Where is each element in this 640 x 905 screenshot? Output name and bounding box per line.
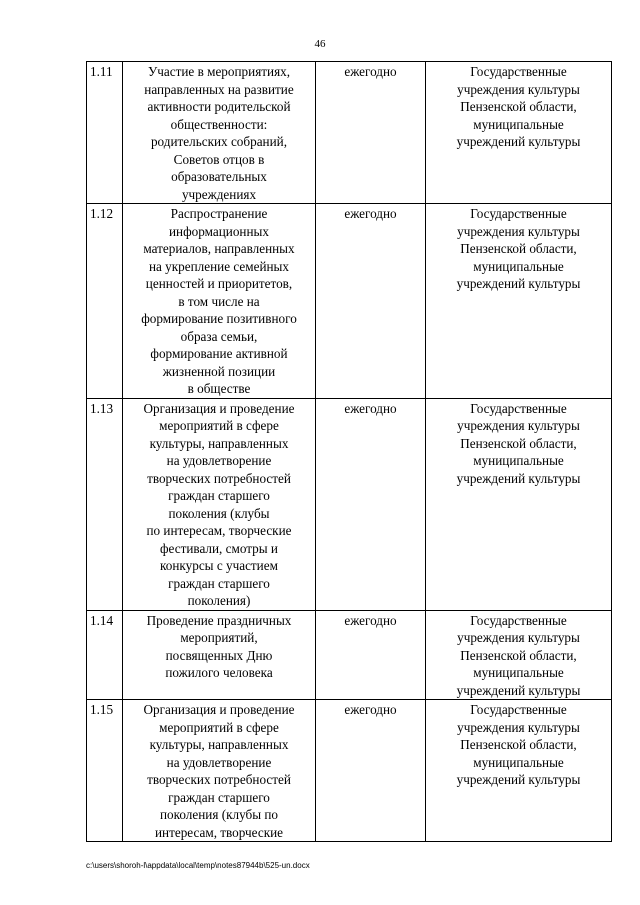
executor: Государственные учреждения культуры Пензенской области, муниципальные учреждений культуры — [456, 64, 581, 149]
event-name-cell — [123, 398, 316, 610]
event-name: Организация и проведение мероприятий в сфере культуры, направленных на удовлетворение творческих потребностей граждан старшего поколения (клубы по интересам, творческие фестивали, смотры и конкурсы с участием граждан старшего поколения) — [143, 400, 295, 608]
term-cell — [316, 610, 426, 700]
executor: Государственные учреждения культуры Пензенской области, муниципальные учреждений культуры — [456, 206, 581, 291]
item-number-cell — [87, 610, 123, 700]
item-number: 1.12 — [90, 206, 114, 221]
executor-cell — [426, 204, 612, 399]
item-number-cell — [87, 62, 123, 204]
table-row — [87, 62, 612, 204]
term-cell — [316, 62, 426, 204]
event-name-cell — [123, 204, 316, 399]
executor: Государственные учреждения культуры Пензенской области, муниципальные учреждений культуры — [456, 612, 581, 698]
event-name: Распространение информационных материалов, направленных на укрепление семейных ценностей и приоритетов, в том числе на формирование позитивного образа семьи, формирование активной жизненной позиции в обществе — [141, 206, 297, 396]
executor: Государственные учреждения культуры Пензенской области, муниципальные учреждений культуры — [456, 400, 581, 486]
item-number-cell — [87, 204, 123, 399]
term: ежегодно — [344, 206, 397, 221]
term: ежегодно — [344, 612, 397, 628]
event-name-cell — [123, 700, 316, 842]
executor-cell — [426, 62, 612, 204]
event-name: Организация и проведение мероприятий в сфере культуры, направленных на удовлетворение творческих потребностей граждан старшего поколения (клубы по интересам, творческие — [143, 702, 295, 840]
executor-cell — [426, 610, 612, 700]
executor: Государственные учреждения культуры Пензенской области, муниципальные учреждений культуры — [456, 702, 581, 787]
table-row — [87, 700, 612, 842]
executor-cell — [426, 700, 612, 842]
term-cell — [316, 700, 426, 842]
item-number: 1.11 — [90, 64, 113, 79]
event-name-cell — [123, 610, 316, 700]
table-row — [87, 204, 612, 399]
term: ежегодно — [344, 64, 397, 79]
event-name: Проведение праздничных мероприятий, посвященных Дню пожилого человека — [146, 612, 292, 680]
event-name: Участие в мероприятиях, направленных на развитие активности родительской общественности: родительских собраний, Советов отцов в образовательных учреждениях — [144, 64, 294, 202]
item-number: 1.13 — [90, 400, 114, 416]
term-cell — [316, 398, 426, 610]
plan-table — [86, 61, 612, 842]
page-number: 46 — [314, 38, 326, 50]
term-cell — [316, 204, 426, 399]
item-number: 1.15 — [90, 702, 114, 717]
event-name-cell — [123, 62, 316, 204]
table-row — [87, 610, 612, 700]
item-number: 1.14 — [90, 612, 114, 628]
item-number-cell — [87, 398, 123, 610]
file-path-footer: c:\users\shoroh-l\appdata\local\temp\notes87944b\525-un.docx — [86, 861, 310, 870]
table-row — [87, 398, 612, 610]
item-number-cell — [87, 700, 123, 842]
executor-cell — [426, 398, 612, 610]
term: ежегодно — [344, 702, 397, 717]
term: ежегодно — [344, 400, 397, 416]
